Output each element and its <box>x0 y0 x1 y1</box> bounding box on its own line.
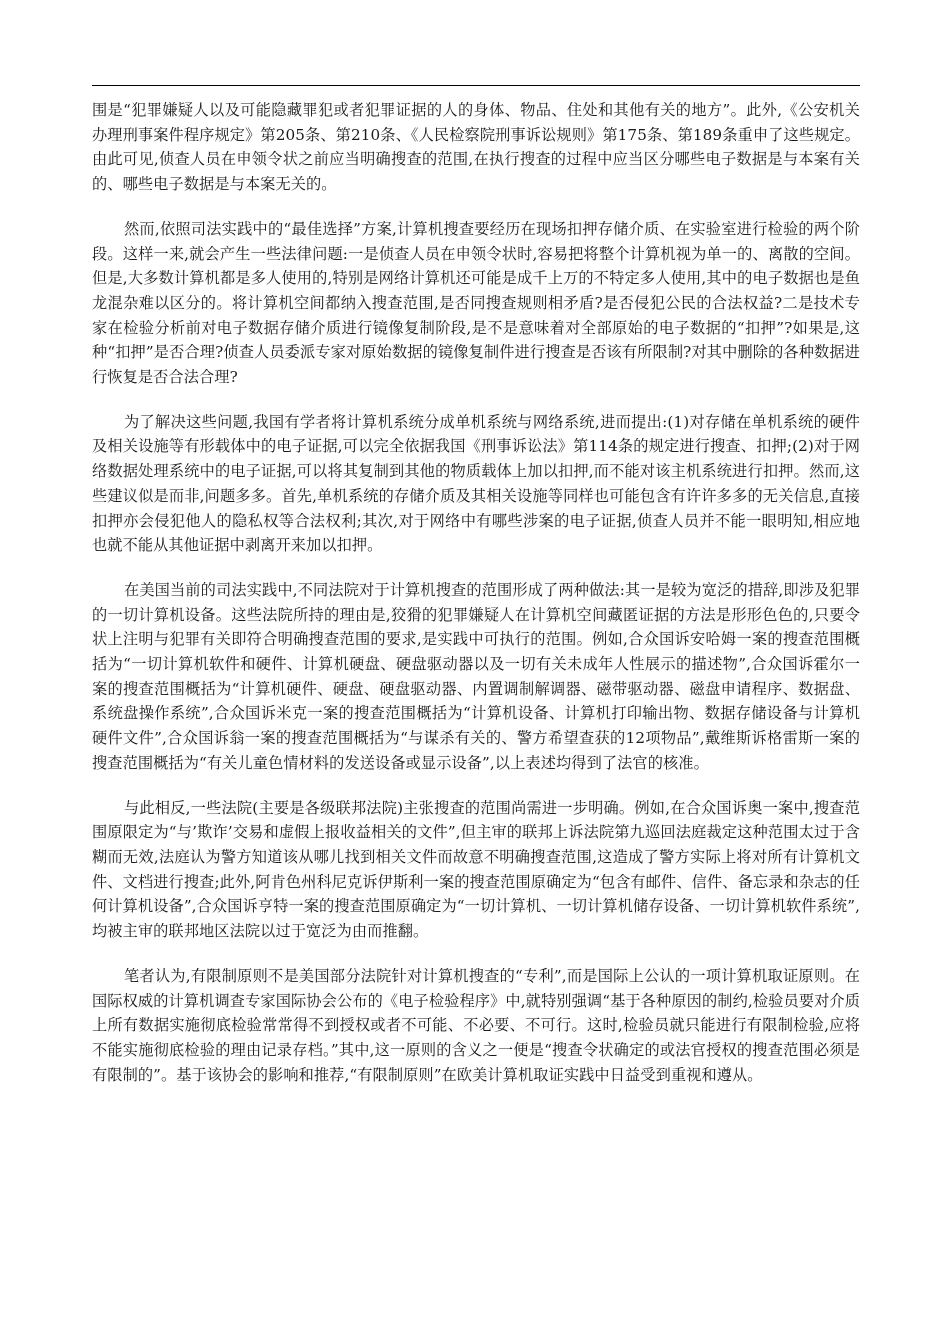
paragraph-6: 笔者认为,有限制原则不是美国部分法院针对计算机搜查的“专利”,而是国际上公认的一项计算机取证原则。在国际权威的计算机调查专家国际协会公布的《电子检验程序》中,就特别强调“基于各种原因的制约,检验员要对介质上所有数据实施彻底检验常常得不到授权或者不可能、不必要、不可行。这时,检验员就只能进行有限制检验,应将不能实施彻底检验的理由记录存档。”其中,这一原则的含义之一便是“搜查令状确定的或法官授权的搜查范围必须是有限制的”。基于该协会的影响和推荐,“有限制原则”在欧美计算机取证实践中日益受到重视和遵从。 <box>92 966 860 1084</box>
paragraph-1: 围是“犯罪嫌疑人以及可能隐藏罪犯或者犯罪证据的人的身体、物品、住处和其他有关的地方”。此外,《公安机关办理刑事案件程序规定》第205条、第210条、《人民检察院刑事诉讼规则》第175条、第189条重申了这些规定。由此可见,侦查人员在申领令状之前应当明确搜查的范围,在执行搜查的过程中应当区分哪些电子数据是与本案有关的、哪些电子数据是与本案无关的。 <box>92 101 860 194</box>
paragraph-5: 与此相反,一些法院(主要是各级联邦法院)主张搜查的范围尚需进一步明确。例如,在合众国诉奥一案中,搜查范围原限定为“与’欺诈’交易和虚假上报收益相关的文件”,但主审的联邦上诉法院第九巡回法庭裁定这种范围太过于含糊而无效,法庭认为警方知道该从哪儿找到相关文件而故意不明确搜查范围,这造成了警方实际上将对所有计算机文件、文档进行搜查;此外,阿肯色州科尼克诉伊斯利一案的搜查范围原确定为“包含有邮件、信件、备忘录和杂志的任何计算机设备”,合众国诉亨特一案的搜查范围原确定为“一切计算机、一切计算机储存设备、一切计算机软件系统”,均被主审的联邦地区法院以过于宽泛为由而推翻。 <box>92 798 860 941</box>
paragraph-3: 为了解决这些问题,我国有学者将计算机系统分成单机系统与网络系统,进而提出:(1)对存储在单机系统的硬件及相关设施等有形载体中的电子证据,可以完全依据我国《刑事诉讼法》第114条的规定进行搜查、扣押;(2)对于网络数据处理系统中的电子证据,可以将其复制到其他的物质载体上加以扣押,而不能对该主机系统进行扣押。然而,这些建议似是而非,问题多多。首先,单机系统的存储介质及其相关设施等同样也可能包含有许许多多的无关信息,直接扣押亦会侵犯他人的隐私权等合法权利;其次,对于网络中有哪些涉案的电子证据,侦查人员并不能一眼明知,相应地也就不能从其他证据中剥离开来加以扣押。 <box>92 412 860 555</box>
header-rule <box>92 85 860 86</box>
paragraph-4: 在美国当前的司法实践中,不同法院对于计算机搜查的范围形成了两种做法:其一是较为宽泛的措辞,即涉及犯罪的一切计算机设备。这些法院所持的理由是,狡猾的犯罪嫌疑人在计算机空间藏匿证据的方法是形形色色的,只要令状上注明与犯罪有关即符合明确搜查范围的要求,是实践中可执行的范围。例如,合众国诉安哈姆一案的搜查范围概括为“一切计算机软件和硬件、计算机硬盘、硬盘驱动器以及一切有关未成年人性展示的描述物”,合众国诉霍尔一案的搜查范围概括为“计算机硬件、硬盘、硬盘驱动器、内置调制解调器、磁带驱动器、磁盘申请程序、数据盘、系统盘操作系统”,合众国诉米克一案的搜查范围概括为“计算机设备、计算机打印输出物、数据存储设备与计算机硬件文件”,合众国诉翁一案的搜查范围概括为“与谋杀有关的、警方希望查获的12项物品”,戴维斯诉格雷斯一案的搜查范围概括为“有关儿童色情材料的发送设备或显示设备”,以上表述均得到了法官的核准。 <box>92 580 860 772</box>
paragraph-2: 然而,依照司法实践中的“最佳选择”方案,计算机搜查要经历在现场扣押存储介质、在实验室进行检验的两个阶段。这样一来,就会产生一些法律问题:一是侦查人员在申领令状时,容易把将整个计算机视为单一的、离散的空间。但是,大多数计算机都是多人使用的,特别是网络计算机还可能是成千上万的不特定多人使用,其中的电子数据也是鱼龙混杂难以区分的。将计算机空间都纳入搜查范围,是否同搜查规则相矛盾?是否侵犯公民的合法权益?二是技术专家在检验分析前对电子数据存储介质进行镜像复制阶段,是不是意味着对全部原始的电子数据的“扣押”?如果是,这种“扣押”是否合理?侦查人员委派专家对原始数据的镜像复制件进行搜查是否该有所限制?对其中删除的各种数据进行恢复是否合法合理? <box>92 219 860 387</box>
body-text <box>92 98 860 1107</box>
